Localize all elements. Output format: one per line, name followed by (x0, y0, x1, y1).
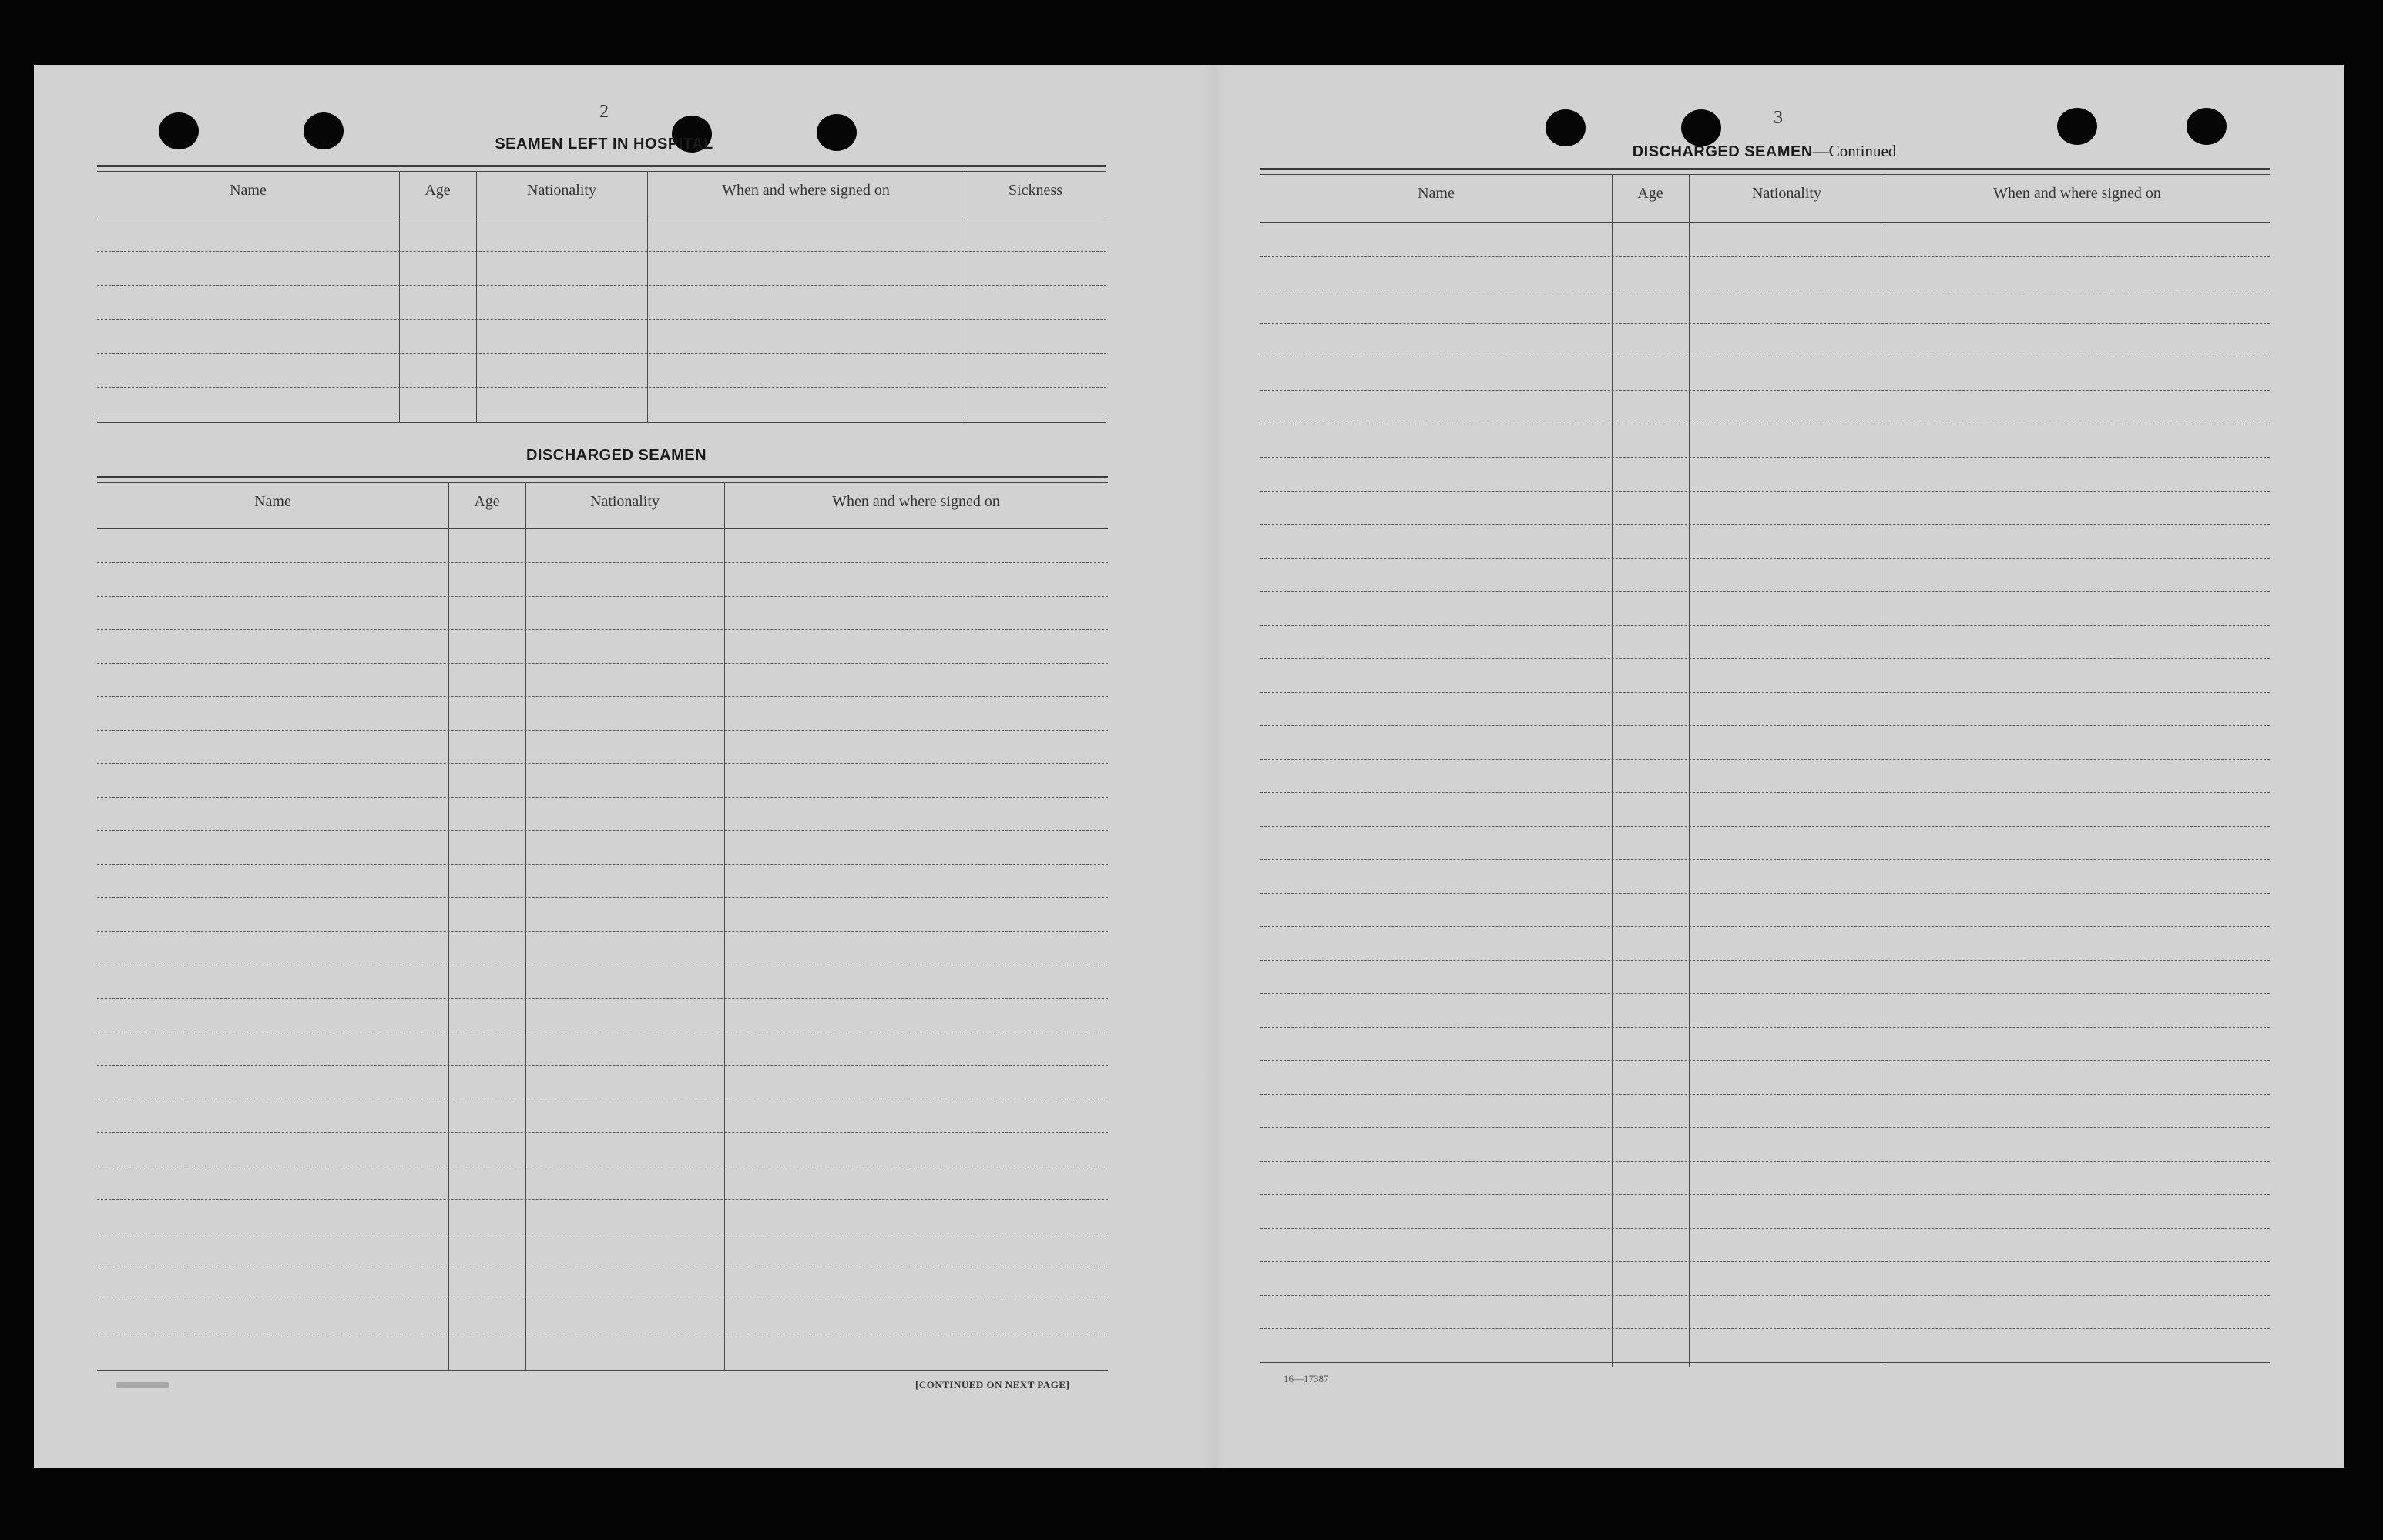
col-header-nationality: Nationality (590, 493, 660, 510)
punch-hole (1546, 109, 1586, 146)
col-header-nationality: Nationality (1752, 185, 1821, 202)
punch-hole (817, 114, 857, 151)
entry-line (97, 998, 1108, 999)
col-header-signed-on: When and where signed on (1993, 185, 2161, 202)
entry-line (1260, 1161, 2270, 1162)
entry-line (1260, 658, 2270, 659)
entry-line (1260, 1194, 2270, 1195)
entry-line (97, 864, 1108, 865)
punch-hole (2057, 108, 2097, 145)
entry-line (1260, 1261, 2270, 1262)
entry-line (1260, 1328, 2270, 1329)
punch-hole (2187, 108, 2227, 145)
entry-line (1260, 1295, 2270, 1296)
page-number-right: 3 (1774, 108, 1783, 128)
entry-line (1260, 1027, 2270, 1028)
hospital-section-title: SEAMEN LEFT IN HOSPITAL (495, 136, 713, 153)
entry-line (97, 629, 1108, 630)
col-header-name: Name (254, 493, 291, 510)
entry-line (1260, 1094, 2270, 1095)
discharged-continued-title (1633, 142, 1897, 161)
entry-line (1260, 692, 2270, 693)
col-header-nationality: Nationality (527, 182, 596, 199)
entry-line (1260, 1228, 2270, 1229)
entry-line (1260, 859, 2270, 860)
entry-line (97, 596, 1108, 597)
entry-line (1260, 256, 2270, 257)
col-header-age: Age (425, 182, 451, 199)
entry-line (1260, 993, 2270, 994)
col-header-name: Name (1418, 185, 1455, 202)
page-number-left: 2 (599, 102, 609, 122)
entry-line (97, 696, 1108, 697)
entry-line (1260, 390, 2270, 391)
entry-line (1260, 625, 2270, 626)
page-fold (1202, 65, 1225, 1468)
entry-line (97, 1199, 1108, 1200)
entry-line (97, 897, 1108, 898)
continued-note: [CONTINUED ON NEXT PAGE] (915, 1379, 1070, 1391)
discharged-continued-title-main: DISCHARGED SEAMEN (1632, 143, 1813, 160)
entry-line (1260, 960, 2270, 961)
entry-line (1260, 457, 2270, 458)
entry-line (97, 562, 1108, 563)
entry-line (1260, 826, 2270, 827)
col-header-signed-on: When and where signed on (832, 493, 1000, 510)
discharged-table (97, 476, 1108, 1379)
punch-hole (304, 112, 344, 149)
punch-hole (159, 112, 199, 149)
entry-line (1260, 323, 2270, 324)
entry-line (1260, 725, 2270, 726)
entry-line (1260, 893, 2270, 894)
discharged-section-title: DISCHARGED SEAMEN (525, 447, 707, 464)
entry-line (1260, 926, 2270, 927)
entry-line (97, 730, 1108, 731)
entry-line (1260, 759, 2270, 760)
entry-line (1260, 1127, 2270, 1128)
entry-line (1260, 491, 2270, 492)
col-header-name: Name (230, 182, 267, 199)
discharged-continued-table (1260, 168, 2270, 1367)
hospital-table (97, 165, 1106, 427)
entry-line (1260, 558, 2270, 559)
entry-line (1260, 1060, 2270, 1061)
entry-line (97, 830, 1108, 831)
ink-smudge (116, 1382, 169, 1388)
entry-line (1260, 792, 2270, 793)
col-header-signed-on: When and where signed on (722, 182, 890, 199)
entry-line (97, 1065, 1108, 1066)
entry-line (1260, 591, 2270, 592)
col-header-age: Age (1637, 185, 1663, 202)
entry-line (97, 797, 1108, 798)
punch-hole (1681, 109, 1721, 146)
entry-line (1260, 524, 2270, 525)
entry-line (97, 1132, 1108, 1133)
col-header-age: Age (474, 493, 500, 510)
form-number: 16—17387 (1284, 1373, 1329, 1384)
discharged-continued-title-suffix: —Continued (1812, 142, 1897, 160)
col-header-sickness: Sickness (1009, 182, 1062, 199)
entry-line (97, 663, 1108, 664)
entry-line (97, 763, 1108, 764)
entry-line (97, 931, 1108, 932)
